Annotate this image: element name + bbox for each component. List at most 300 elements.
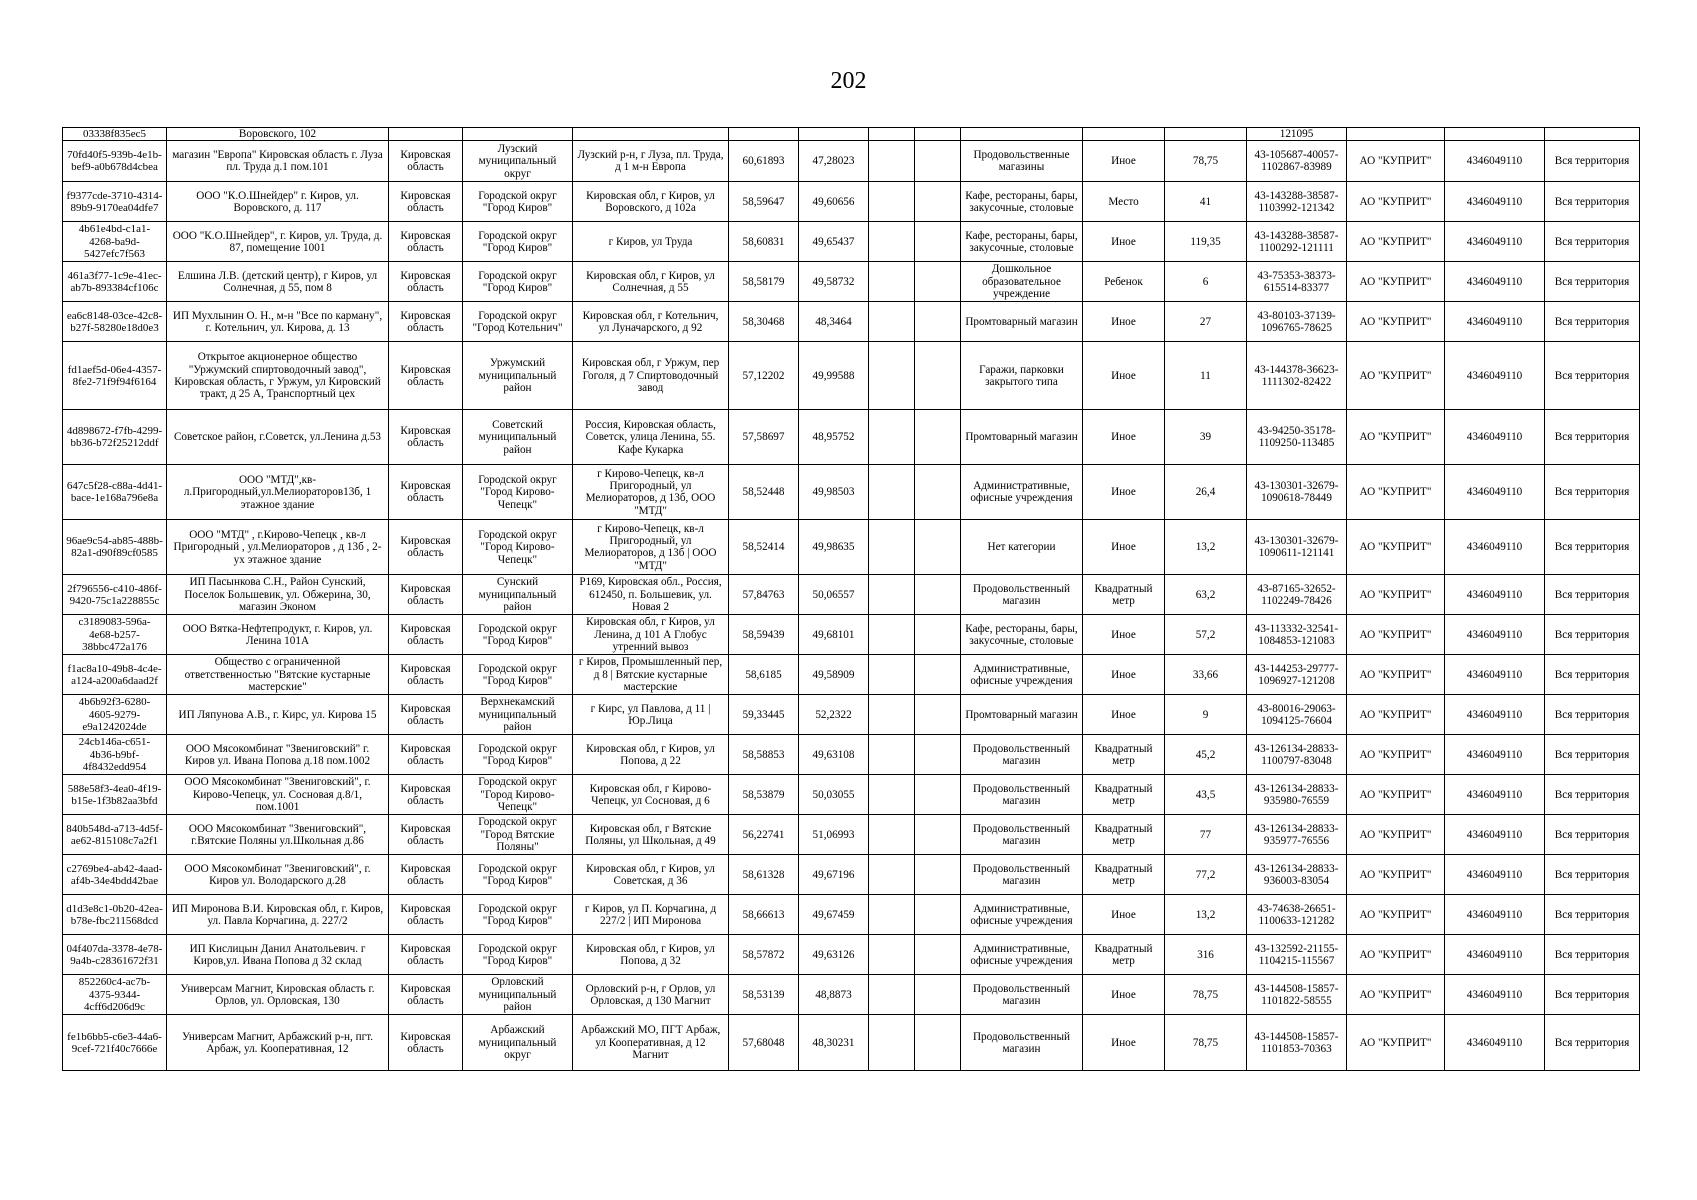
cell-empty-col-8 (869, 815, 915, 855)
cell-empty-col-9 (915, 895, 961, 935)
cell-latitude: 58,58179 (729, 262, 799, 302)
table-row (63, 975, 1640, 1015)
cell-category: Административные, офисные учреждения (961, 465, 1083, 520)
cell-object-id: fe1b6bb5-c6e3-44a6-9cef-721f40c7666e (63, 1015, 167, 1071)
cell-category: Административные, офисные учреждения (961, 895, 1083, 935)
cell-empty-col-9 (915, 575, 961, 615)
cell-registry-number: 43-132592-21155-1104215-115567 (1247, 935, 1347, 975)
cell-address: Кировская обл, г Киров, ул Попова, д 22 (573, 735, 729, 775)
cell-volume: 78,75 (1165, 975, 1247, 1015)
cell-empty-col-9 (915, 935, 961, 975)
cell-volume: 11 (1165, 342, 1247, 410)
cell-volume: 57,2 (1165, 615, 1247, 655)
cell-territory: Вся территория (1545, 695, 1640, 735)
cell-category: Кафе, рестораны, бары, закусочные, столовые (961, 615, 1083, 655)
table-row (63, 141, 1640, 182)
cell-territory: Вся территория (1545, 465, 1640, 520)
cell-territory (1545, 128, 1640, 141)
cell-longitude: 49,60656 (799, 182, 869, 222)
cell-empty-col-9 (915, 655, 961, 695)
cell-address: г Киров, ул Труда (573, 222, 729, 262)
cell-latitude: 58,58853 (729, 735, 799, 775)
cell-address: Кировская обл, г Вятские Поляны, ул Школьная, д 49 (573, 815, 729, 855)
cell-empty-col-9 (915, 615, 961, 655)
cell-territory: Вся территория (1545, 262, 1640, 302)
cell-region: Кировская область (389, 655, 463, 695)
cell-longitude: 50,03055 (799, 775, 869, 815)
cell-municipality: Городской округ "Город Киров" (463, 735, 573, 775)
cell-longitude: 52,2322 (799, 695, 869, 735)
cell-longitude: 47,28023 (799, 141, 869, 182)
cell-longitude: 49,98635 (799, 520, 869, 575)
cell-municipality: Городской округ "Город Котельнич" (463, 302, 573, 342)
cell-region: Кировская область (389, 520, 463, 575)
cell-object-id: 461a3f77-1c9e-41ec-ab7b-893384cf106c (63, 262, 167, 302)
cell-territory: Вся территория (1545, 815, 1640, 855)
cell-municipality: Городской округ "Город Киров" (463, 222, 573, 262)
cell-category: Нет категории (961, 520, 1083, 575)
cell-address: Арбажский МО, ПГТ Арбаж, ул Кооперативная, д 12 Магнит (573, 1015, 729, 1071)
cell-address: Кировская обл, г Киров, ул Ленина, д 101 А Глобус утренний вывоз (573, 615, 729, 655)
cell-region: Кировская область (389, 410, 463, 465)
cell-object-id: 24cb146a-c651-4b36-b9bf-4f8432edd954 (63, 735, 167, 775)
cell-region: Кировская область (389, 895, 463, 935)
cell-volume: 77 (1165, 815, 1247, 855)
cell-latitude: 58,53879 (729, 775, 799, 815)
table-row (63, 262, 1640, 302)
cell-operator: АО "КУПРИТ" (1347, 855, 1445, 895)
cell-registry-number: 43-80103-37139-1096765-78625 (1247, 302, 1347, 342)
cell-unit (1083, 128, 1165, 141)
cell-territory: Вся территория (1545, 735, 1640, 775)
cell-longitude: 49,58732 (799, 262, 869, 302)
cell-operator: АО "КУПРИТ" (1347, 182, 1445, 222)
cell-latitude: 58,53139 (729, 975, 799, 1015)
cell-address: Кировская обл, г Кирово-Чепецк, ул Сосновая, д 6 (573, 775, 729, 815)
registry-table (62, 127, 1640, 1071)
cell-empty-col-9 (915, 735, 961, 775)
cell-latitude: 58,59439 (729, 615, 799, 655)
table-row (63, 465, 1640, 520)
cell-operator-inn: 4346049110 (1445, 262, 1545, 302)
cell-address: г Кирово-Чепецк, кв-л Пригородный, ул Мелиораторов, д 13б | ООО "МТД" (573, 520, 729, 575)
cell-territory: Вся территория (1545, 575, 1640, 615)
cell-longitude: 49,99588 (799, 342, 869, 410)
table-row (63, 815, 1640, 855)
cell-empty-col-8 (869, 342, 915, 410)
cell-empty-col-8 (869, 128, 915, 141)
cell-operator: АО "КУПРИТ" (1347, 1015, 1445, 1071)
cell-empty-col-8 (869, 262, 915, 302)
cell-operator-inn: 4346049110 (1445, 975, 1545, 1015)
cell-latitude: 57,84763 (729, 575, 799, 615)
cell-region: Кировская область (389, 695, 463, 735)
cell-municipality: Городской округ "Город Кирово-Чепецк" (463, 775, 573, 815)
cell-municipality: Лузский муниципальный округ (463, 141, 573, 182)
cell-territory: Вся территория (1545, 935, 1640, 975)
cell-registry-number: 121095 (1247, 128, 1347, 141)
cell-region: Кировская область (389, 141, 463, 182)
cell-empty-col-9 (915, 182, 961, 222)
cell-latitude: 58,6185 (729, 655, 799, 695)
cell-operator: АО "КУПРИТ" (1347, 655, 1445, 695)
cell-empty-col-8 (869, 735, 915, 775)
cell-operator: АО "КУПРИТ" (1347, 262, 1445, 302)
cell-address: Лузский р-н, г Луза, пл. Труда, д 1 м-н Европа (573, 141, 729, 182)
cell-object-id: f9377cde-3710-4314-89b9-9170ea04dfe7 (63, 182, 167, 222)
cell-unit: Иное (1083, 141, 1165, 182)
cell-region: Кировская область (389, 342, 463, 410)
cell-operator-inn: 4346049110 (1445, 935, 1545, 975)
cell-object-name: Универсам Магнит, Кировская область г. Орлов, ул. Орловская, 130 (167, 975, 389, 1015)
cell-region: Кировская область (389, 1015, 463, 1071)
cell-longitude: 48,30231 (799, 1015, 869, 1071)
cell-territory: Вся территория (1545, 342, 1640, 410)
cell-latitude: 58,52414 (729, 520, 799, 575)
cell-empty-col-8 (869, 895, 915, 935)
cell-category: Кафе, рестораны, бары, закусочные, столовые (961, 182, 1083, 222)
cell-volume: 77,2 (1165, 855, 1247, 895)
cell-operator: АО "КУПРИТ" (1347, 465, 1445, 520)
cell-volume (1165, 128, 1247, 141)
cell-empty-col-8 (869, 855, 915, 895)
cell-unit: Иное (1083, 895, 1165, 935)
cell-operator-inn: 4346049110 (1445, 815, 1545, 855)
cell-object-id: 70fd40f5-939b-4e1b-bef9-a0b678d4cbea (63, 141, 167, 182)
cell-municipality: Арбажский муниципальный округ (463, 1015, 573, 1071)
cell-territory: Вся территория (1545, 615, 1640, 655)
cell-latitude (729, 128, 799, 141)
cell-object-id: 840b548d-a713-4d5f-ae62-815108c7a2f1 (63, 815, 167, 855)
table-row (63, 935, 1640, 975)
cell-operator-inn: 4346049110 (1445, 735, 1545, 775)
cell-unit: Квадратный метр (1083, 775, 1165, 815)
cell-municipality: Городской округ "Город Вятские Поляны" (463, 815, 573, 855)
cell-latitude: 58,30468 (729, 302, 799, 342)
cell-operator-inn: 4346049110 (1445, 465, 1545, 520)
cell-object-name: ООО Мясокомбинат "Звениговский" г. Киров ул. Ивана Попова д.18 пом.1002 (167, 735, 389, 775)
cell-empty-col-9 (915, 302, 961, 342)
cell-object-name: Универсам Магнит, Арбажский р-н, пгт. Арбаж, ул. Кооперативная, 12 (167, 1015, 389, 1071)
cell-territory: Вся территория (1545, 975, 1640, 1015)
cell-volume: 39 (1165, 410, 1247, 465)
cell-municipality: Городской округ "Город Кирово-Чепецк" (463, 465, 573, 520)
cell-registry-number: 43-105687-40057-1102867-83989 (1247, 141, 1347, 182)
cell-registry-number: 43-130301-32679-1090618-78449 (1247, 465, 1347, 520)
cell-registry-number: 43-144253-29777-1096927-121208 (1247, 655, 1347, 695)
cell-category: Продовольственный магазин (961, 1015, 1083, 1071)
cell-latitude: 57,68048 (729, 1015, 799, 1071)
cell-object-id: ea6c8148-03ce-42c8-b27f-58280e18d0e3 (63, 302, 167, 342)
cell-address: Р169, Кировская обл., Россия, 612450, п. Большевик, ул. Новая 2 (573, 575, 729, 615)
cell-object-name: Советское район, г.Советск, ул.Ленина д.53 (167, 410, 389, 465)
cell-region: Кировская область (389, 615, 463, 655)
cell-unit: Иное (1083, 975, 1165, 1015)
cell-territory: Вся территория (1545, 182, 1640, 222)
cell-region: Кировская область (389, 775, 463, 815)
cell-address: Кировская обл, г Уржум, пер Гоголя, д 7 Спиртоводочный завод (573, 342, 729, 410)
cell-latitude: 59,33445 (729, 695, 799, 735)
cell-region: Кировская область (389, 975, 463, 1015)
cell-empty-col-9 (915, 410, 961, 465)
cell-object-name: магазин "Европа" Кировская область г. Луза пл. Труда д.1 пом.101 (167, 141, 389, 182)
cell-category: Гаражи, парковки закрытого типа (961, 342, 1083, 410)
cell-object-name: ООО "МТД" , г.Кирово-Чепецк , кв-л Пригородный , ул.Мелиораторов , д 13б , 2-ух этажное здание (167, 520, 389, 575)
cell-region: Кировская область (389, 855, 463, 895)
cell-empty-col-9 (915, 520, 961, 575)
cell-municipality (463, 128, 573, 141)
cell-latitude: 57,12202 (729, 342, 799, 410)
cell-territory: Вся территория (1545, 775, 1640, 815)
cell-longitude: 49,67196 (799, 855, 869, 895)
cell-municipality: Городской округ "Город Киров" (463, 615, 573, 655)
cell-object-id: 852260c4-ac7b-4375-9344-4cff6d206d9c (63, 975, 167, 1015)
cell-municipality: Городской округ "Город Киров" (463, 895, 573, 935)
cell-volume: 78,75 (1165, 141, 1247, 182)
cell-empty-col-8 (869, 465, 915, 520)
cell-unit: Квадратный метр (1083, 855, 1165, 895)
cell-region: Кировская область (389, 222, 463, 262)
cell-object-id: c3189083-596a-4e68-b257-38bbc472a176 (63, 615, 167, 655)
cell-latitude: 57,58697 (729, 410, 799, 465)
table-row (63, 342, 1640, 410)
cell-object-name: ИП Кислицын Данил Анатольевич. г Киров,ул. Ивана Попова д 32 склад (167, 935, 389, 975)
cell-category: Промтоварный магазин (961, 695, 1083, 735)
cell-municipality: Орловский муниципальный район (463, 975, 573, 1015)
cell-empty-col-8 (869, 615, 915, 655)
cell-territory: Вся территория (1545, 520, 1640, 575)
cell-volume: 33,66 (1165, 655, 1247, 695)
cell-unit: Квадратный метр (1083, 735, 1165, 775)
cell-object-name: ИП Ляпунова А.В., г. Кирс, ул. Кирова 15 (167, 695, 389, 735)
cell-object-name: ИП Миронова В.И. Кировская обл, г. Киров, ул. Павла Корчагина, д. 227/2 (167, 895, 389, 935)
cell-region: Кировская область (389, 735, 463, 775)
cell-territory: Вся территория (1545, 1015, 1640, 1071)
cell-empty-col-9 (915, 128, 961, 141)
cell-municipality: Советский муниципальный район (463, 410, 573, 465)
cell-operator: АО "КУПРИТ" (1347, 695, 1445, 735)
cell-unit: Место (1083, 182, 1165, 222)
cell-object-id: 04f407da-3378-4e78-9a4b-c28361672f31 (63, 935, 167, 975)
cell-object-id: d1d3e8c1-0b20-42ea-b78e-fbc211568dcd (63, 895, 167, 935)
cell-volume: 6 (1165, 262, 1247, 302)
cell-empty-col-9 (915, 815, 961, 855)
cell-region: Кировская область (389, 935, 463, 975)
cell-unit: Ребенок (1083, 262, 1165, 302)
cell-longitude: 49,63126 (799, 935, 869, 975)
cell-municipality: Верхнекамский муниципальный район (463, 695, 573, 735)
cell-unit: Квадратный метр (1083, 815, 1165, 855)
cell-operator-inn: 4346049110 (1445, 615, 1545, 655)
cell-object-name: Елшина Л.В. (детский центр), г Киров, ул Солнечная, д 55, пом 8 (167, 262, 389, 302)
cell-operator: АО "КУПРИТ" (1347, 815, 1445, 855)
cell-category: Дошкольное образовательное учреждение (961, 262, 1083, 302)
cell-object-id: c2769be4-ab42-4aad-af4b-34e4bdd42bae (63, 855, 167, 895)
cell-address: Кировская обл, г Котельнич, ул Луначарского, д 92 (573, 302, 729, 342)
cell-address: г Киров, ул П. Корчагина, д 227/2 | ИП Миронова (573, 895, 729, 935)
cell-unit: Иное (1083, 222, 1165, 262)
cell-category: Промтоварный магазин (961, 302, 1083, 342)
table-row (63, 855, 1640, 895)
cell-registry-number: 43-144508-15857-1101853-70363 (1247, 1015, 1347, 1071)
cell-region (389, 128, 463, 141)
cell-category (961, 128, 1083, 141)
cell-operator-inn (1445, 128, 1545, 141)
table-row (63, 302, 1640, 342)
cell-empty-col-8 (869, 655, 915, 695)
cell-empty-col-9 (915, 695, 961, 735)
cell-longitude: 50,06557 (799, 575, 869, 615)
cell-operator: АО "КУПРИТ" (1347, 975, 1445, 1015)
cell-category: Промтоварный магазин (961, 410, 1083, 465)
cell-category: Продовольственные магазины (961, 141, 1083, 182)
cell-operator: АО "КУПРИТ" (1347, 575, 1445, 615)
cell-registry-number: 43-80016-29063-1094125-76604 (1247, 695, 1347, 735)
cell-operator-inn: 4346049110 (1445, 695, 1545, 735)
cell-object-name: ООО Мясокомбинат "Звениговский", г. Кирово-Чепецк, ул. Сосновая д.8/1, пом.1001 (167, 775, 389, 815)
cell-object-name: Открытое акционерное общество "Уржумский спиртоводочный завод", Кировская область, г Уржум, ул Кировский тракт, д 25 А, Транспортный цех (167, 342, 389, 410)
cell-region: Кировская область (389, 182, 463, 222)
cell-address: г Кирс, ул Павлова, д 11 | Юр.Лица (573, 695, 729, 735)
cell-empty-col-9 (915, 975, 961, 1015)
cell-operator: АО "КУПРИТ" (1347, 615, 1445, 655)
cell-operator: АО "КУПРИТ" (1347, 141, 1445, 182)
cell-operator-inn: 4346049110 (1445, 182, 1545, 222)
cell-region: Кировская область (389, 815, 463, 855)
cell-object-id: 2f796556-c410-486f-9420-75c1a228855c (63, 575, 167, 615)
cell-empty-col-8 (869, 975, 915, 1015)
cell-operator-inn: 4346049110 (1445, 302, 1545, 342)
cell-volume: 27 (1165, 302, 1247, 342)
cell-empty-col-9 (915, 342, 961, 410)
cell-territory: Вся территория (1545, 222, 1640, 262)
cell-municipality: Городской округ "Город Киров" (463, 655, 573, 695)
cell-unit: Иное (1083, 465, 1165, 520)
cell-longitude: 49,98503 (799, 465, 869, 520)
cell-empty-col-8 (869, 302, 915, 342)
table-row (63, 520, 1640, 575)
cell-latitude: 58,61328 (729, 855, 799, 895)
cell-operator-inn: 4346049110 (1445, 895, 1545, 935)
table-body (63, 128, 1640, 1071)
cell-empty-col-8 (869, 695, 915, 735)
table-row (63, 735, 1640, 775)
cell-category: Продовольственный магазин (961, 735, 1083, 775)
cell-longitude: 48,8873 (799, 975, 869, 1015)
cell-object-id: 96ae9c54-ab85-488b-82a1-d90f89cf0585 (63, 520, 167, 575)
cell-latitude: 58,59647 (729, 182, 799, 222)
cell-territory: Вся территория (1545, 855, 1640, 895)
cell-registry-number: 43-74638-26651-1100633-121282 (1247, 895, 1347, 935)
cell-empty-col-9 (915, 262, 961, 302)
cell-registry-number: 43-113332-32541-1084853-121083 (1247, 615, 1347, 655)
cell-operator-inn: 4346049110 (1445, 222, 1545, 262)
cell-longitude: 49,65437 (799, 222, 869, 262)
cell-category: Продовольственный магазин (961, 975, 1083, 1015)
cell-region: Кировская область (389, 302, 463, 342)
cell-empty-col-8 (869, 1015, 915, 1071)
cell-longitude (799, 128, 869, 141)
cell-region: Кировская область (389, 262, 463, 302)
cell-municipality: Городской округ "Город Кирово-Чепецк" (463, 520, 573, 575)
cell-volume: 119,35 (1165, 222, 1247, 262)
cell-municipality: Городской округ "Город Киров" (463, 182, 573, 222)
table-row (63, 655, 1640, 695)
cell-unit: Иное (1083, 615, 1165, 655)
cell-registry-number: 43-144508-15857-1101822-58555 (1247, 975, 1347, 1015)
cell-volume: 9 (1165, 695, 1247, 735)
cell-operator-inn: 4346049110 (1445, 520, 1545, 575)
cell-empty-col-9 (915, 465, 961, 520)
cell-object-id: 4b6b92f3-6280-4605-9279-e9a1242024de (63, 695, 167, 735)
cell-operator: АО "КУПРИТ" (1347, 895, 1445, 935)
cell-longitude: 48,95752 (799, 410, 869, 465)
cell-operator-inn: 4346049110 (1445, 342, 1545, 410)
cell-address: Россия, Кировская область, Советск, улица Ленина, 55. Кафе Кукарка (573, 410, 729, 465)
cell-operator-inn: 4346049110 (1445, 575, 1545, 615)
cell-operator: АО "КУПРИТ" (1347, 775, 1445, 815)
cell-address: Орловский р-н, г Орлов, ул Орловская, д 130 Магнит (573, 975, 729, 1015)
cell-empty-col-8 (869, 575, 915, 615)
cell-category: Продовольственный магазин (961, 815, 1083, 855)
cell-empty-col-9 (915, 775, 961, 815)
cell-empty-col-9 (915, 855, 961, 895)
cell-object-id: 4d898672-f7fb-4299-bb36-b72f25212ddf (63, 410, 167, 465)
cell-object-name: Общество с ограниченной ответственностью "Вятские кустарные мастерские" (167, 655, 389, 695)
cell-empty-col-8 (869, 222, 915, 262)
table-row (63, 222, 1640, 262)
cell-longitude: 49,58909 (799, 655, 869, 695)
cell-municipality: Сунский муниципальный район (463, 575, 573, 615)
cell-object-id: f1ac8a10-49b8-4c4e-a124-a200a6daad2f (63, 655, 167, 695)
cell-operator: АО "КУПРИТ" (1347, 302, 1445, 342)
table-row (63, 575, 1640, 615)
cell-object-name: ООО Вятка-Нефтепродукт, г. Киров, ул. Ленина 101А (167, 615, 389, 655)
cell-registry-number: 43-143288-38587-1100292-121111 (1247, 222, 1347, 262)
table-row (63, 410, 1640, 465)
cell-category: Продовольственный магазин (961, 575, 1083, 615)
cell-object-name: ООО Мясокомбинат "Звениговский", г.Вятские Поляны ул.Школьная д.86 (167, 815, 389, 855)
cell-unit: Иное (1083, 655, 1165, 695)
cell-longitude: 51,06993 (799, 815, 869, 855)
cell-object-name: ООО "МТД",кв-л.Пригородный,ул.Мелиораторов13б, 1 этажное здание (167, 465, 389, 520)
cell-latitude: 58,60831 (729, 222, 799, 262)
cell-object-name: ИП Мухлынин О. Н., м-н "Все по карману", г. Котельнич, ул. Кирова, д. 13 (167, 302, 389, 342)
cell-empty-col-8 (869, 775, 915, 815)
cell-operator-inn: 4346049110 (1445, 141, 1545, 182)
cell-territory: Вся территория (1545, 141, 1640, 182)
cell-longitude: 49,67459 (799, 895, 869, 935)
cell-registry-number: 43-144378-36623-1111302-82422 (1247, 342, 1347, 410)
cell-volume: 43,5 (1165, 775, 1247, 815)
cell-unit: Квадратный метр (1083, 575, 1165, 615)
cell-registry-number: 43-94250-35178-1109250-113485 (1247, 410, 1347, 465)
cell-longitude: 48,3464 (799, 302, 869, 342)
cell-unit: Иное (1083, 520, 1165, 575)
cell-operator-inn: 4346049110 (1445, 410, 1545, 465)
page-number: 202 (830, 68, 867, 94)
cell-operator: АО "КУПРИТ" (1347, 410, 1445, 465)
cell-longitude: 49,63108 (799, 735, 869, 775)
cell-operator-inn: 4346049110 (1445, 775, 1545, 815)
cell-category: Административные, офисные учреждения (961, 935, 1083, 975)
cell-registry-number: 43-126134-28833-936003-83054 (1247, 855, 1347, 895)
cell-registry-number: 43-130301-32679-1090611-121141 (1247, 520, 1347, 575)
cell-municipality: Городской округ "Город Киров" (463, 855, 573, 895)
table-row (63, 128, 1640, 141)
cell-territory: Вся территория (1545, 410, 1640, 465)
cell-municipality: Городской округ "Город Киров" (463, 935, 573, 975)
